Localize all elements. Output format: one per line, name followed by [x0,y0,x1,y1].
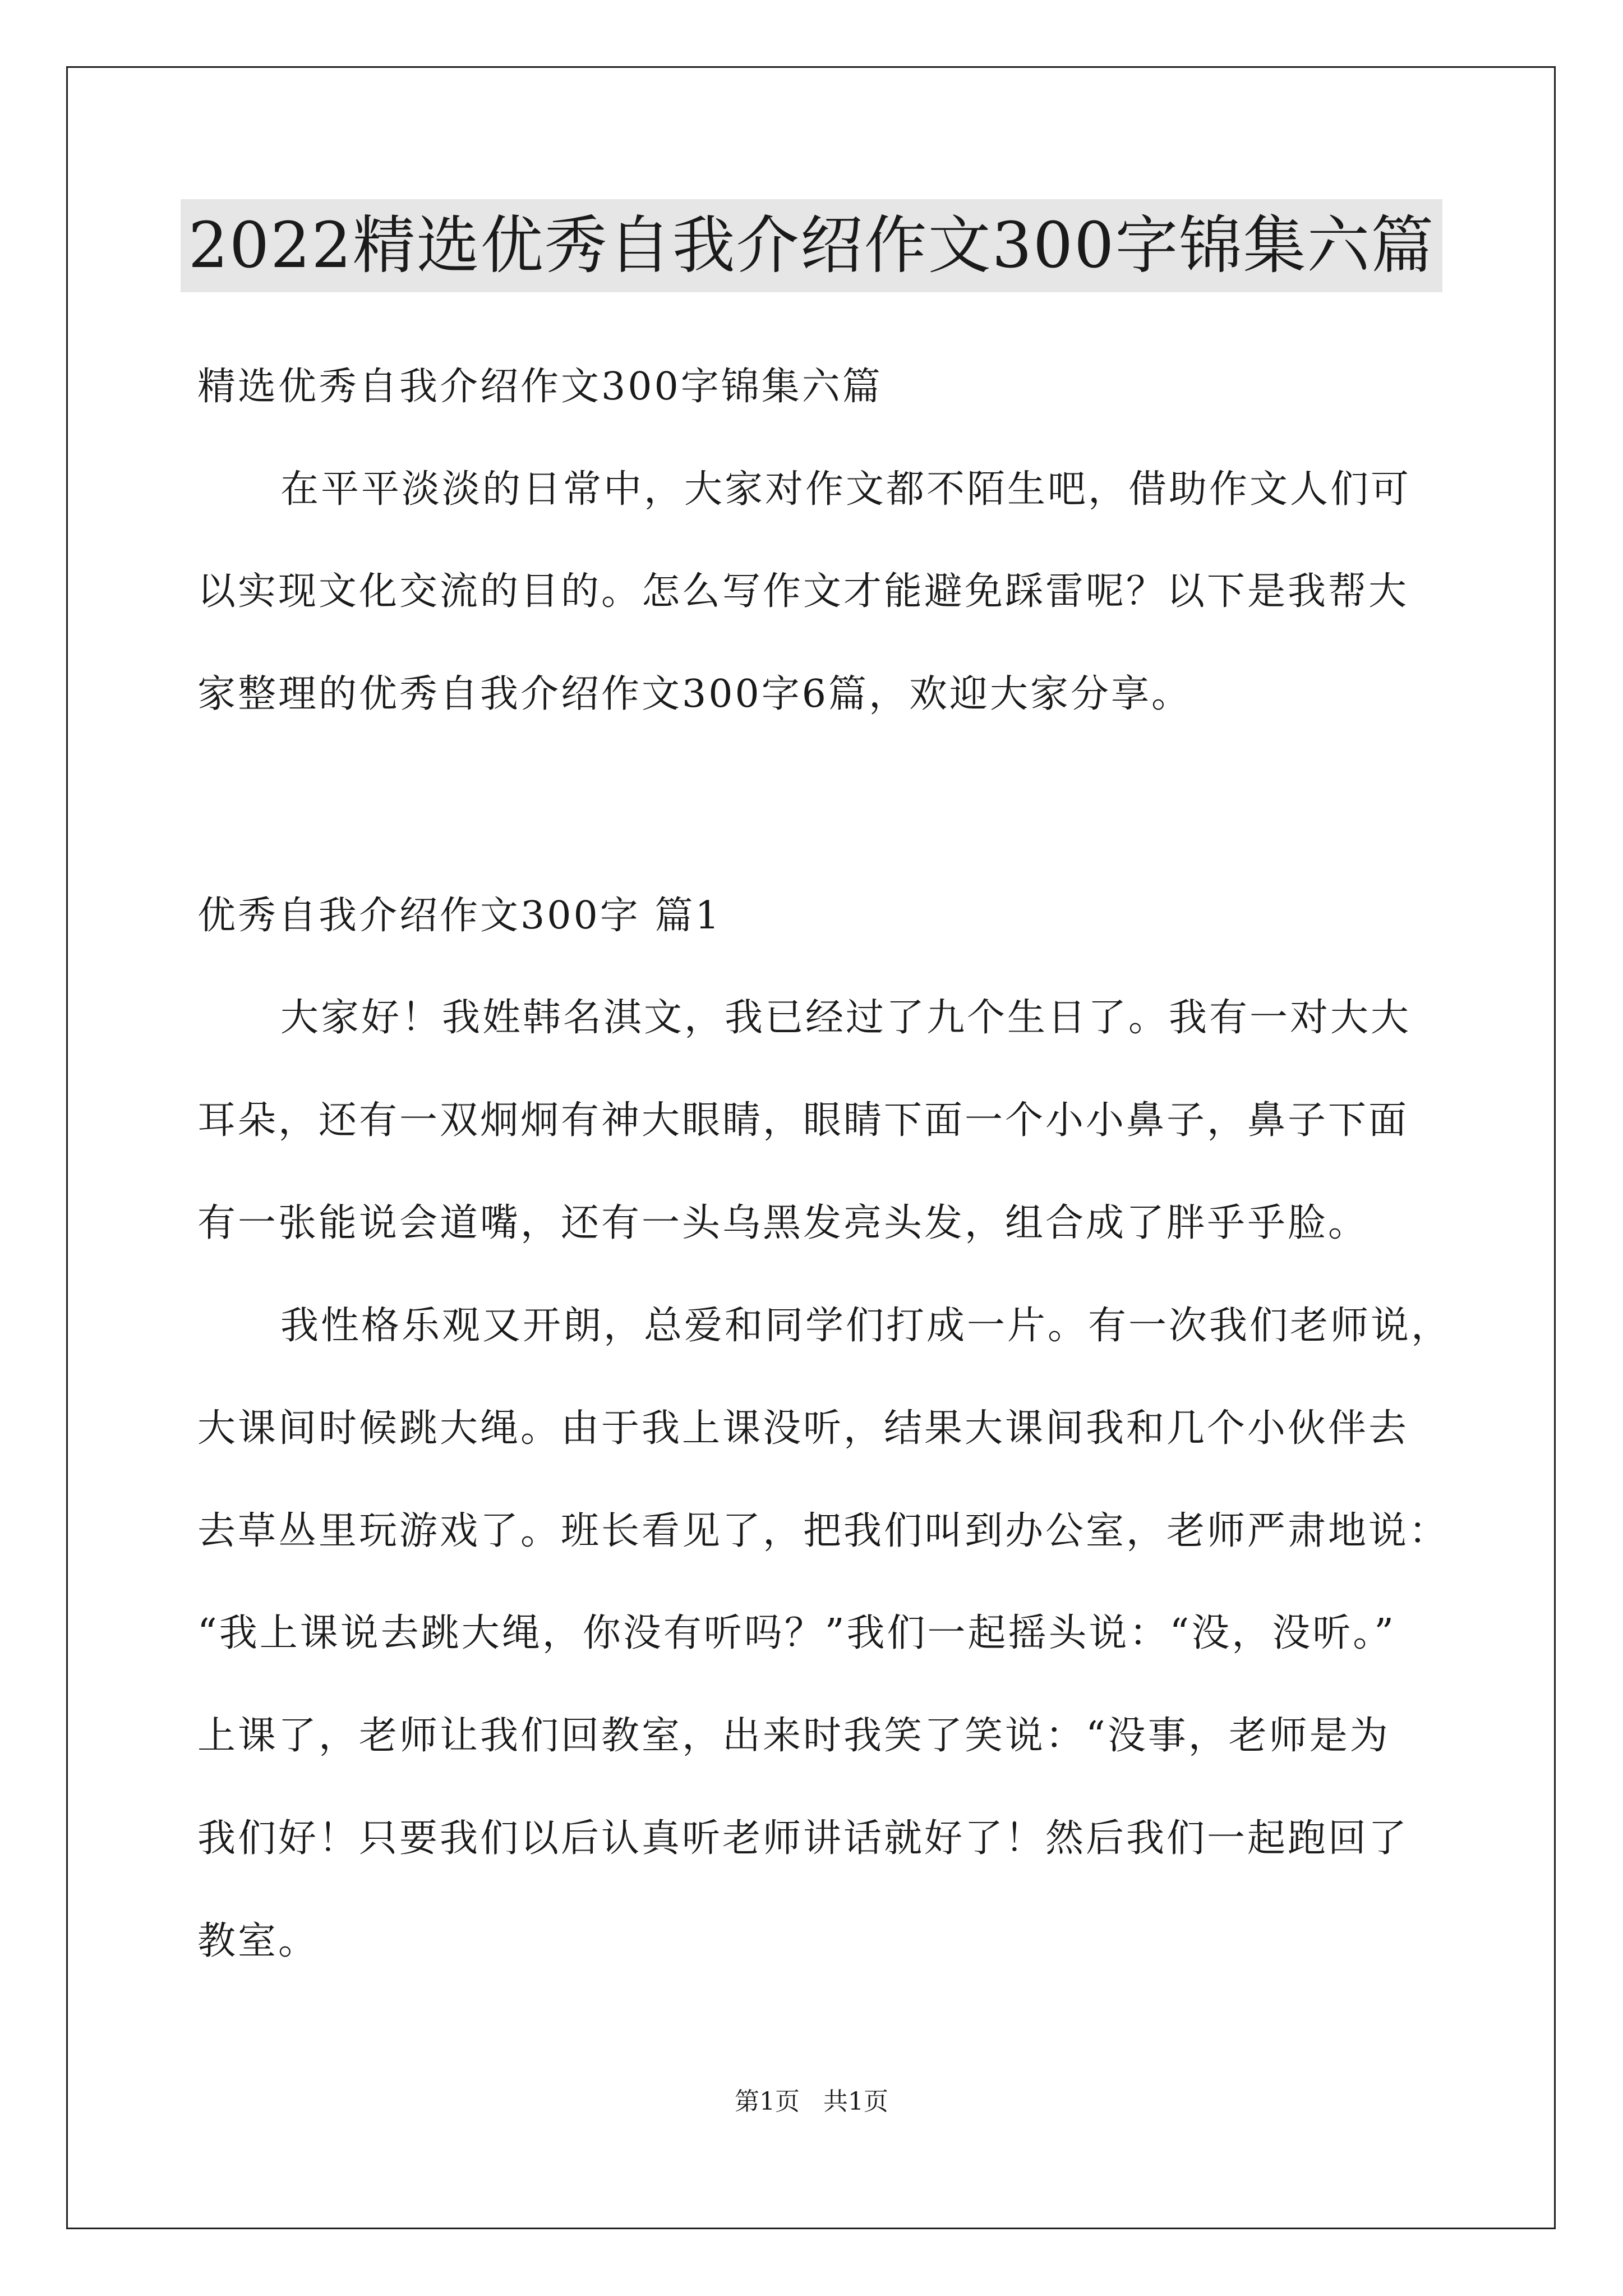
paragraph-line: 上课了，老师让我们回教室，出来时我笑了笑说：“没事，老师是为 [197,1714,1390,1758]
paragraph-line: 有一张能说会道嘴，还有一头乌黑发亮头发，组合成了胖乎乎脸。 [197,1201,1369,1245]
intro-line: 以实现文化交流的目的。怎么写作文才能避免踩雷呢？以下是我帮大 [197,569,1409,614]
paragraph-line: 教室。 [197,1919,319,1963]
paragraph-line: 耳朵，还有一双炯炯有神大眼睛，眼睛下面一个小小鼻子，鼻子下面 [197,1098,1409,1143]
document-title: 2022精选优秀自我介绍作文300字锦集六篇 [181,199,1443,292]
page-number: 第1页 [735,2087,800,2116]
paragraph-line: 我性格乐观又开朗，总爱和同学们打成一片。有一次我们老师说， [280,1304,1452,1348]
title-container [0,199,1623,292]
page-footer [0,2081,1623,2117]
page-total: 共1页 [823,2087,888,2116]
paragraph-line: 大家好！我姓韩名淇文，我已经过了九个生日了。我有一对大大 [280,996,1412,1040]
paragraph-line: “我上课说去跳大绳，你没有听吗？”我们一起摇头说：“没，没听。” [197,1611,1396,1655]
document-subtitle: 精选优秀自我介绍作文300字锦集六篇 [197,365,883,409]
section-heading: 优秀自我介绍作文300字 篇1 [197,894,722,938]
paragraph-line: 我们好！只要我们以后认真听老师讲话就好了！然后我们一起跑回了 [197,1816,1409,1861]
intro-line: 在平平淡淡的日常中，大家对作文都不陌生吧，借助作文人们可 [280,467,1412,512]
intro-line: 家整理的优秀自我介绍作文300字6篇，欢迎大家分享。 [197,672,1192,716]
paragraph-line: 大课间时候跳大绳。由于我上课没听，结果大课间我和几个小伙伴去 [197,1406,1409,1451]
paragraph-line: 去草丛里玩游戏了。班长看见了，把我们叫到办公室，老师严肃地说： [197,1509,1450,1553]
